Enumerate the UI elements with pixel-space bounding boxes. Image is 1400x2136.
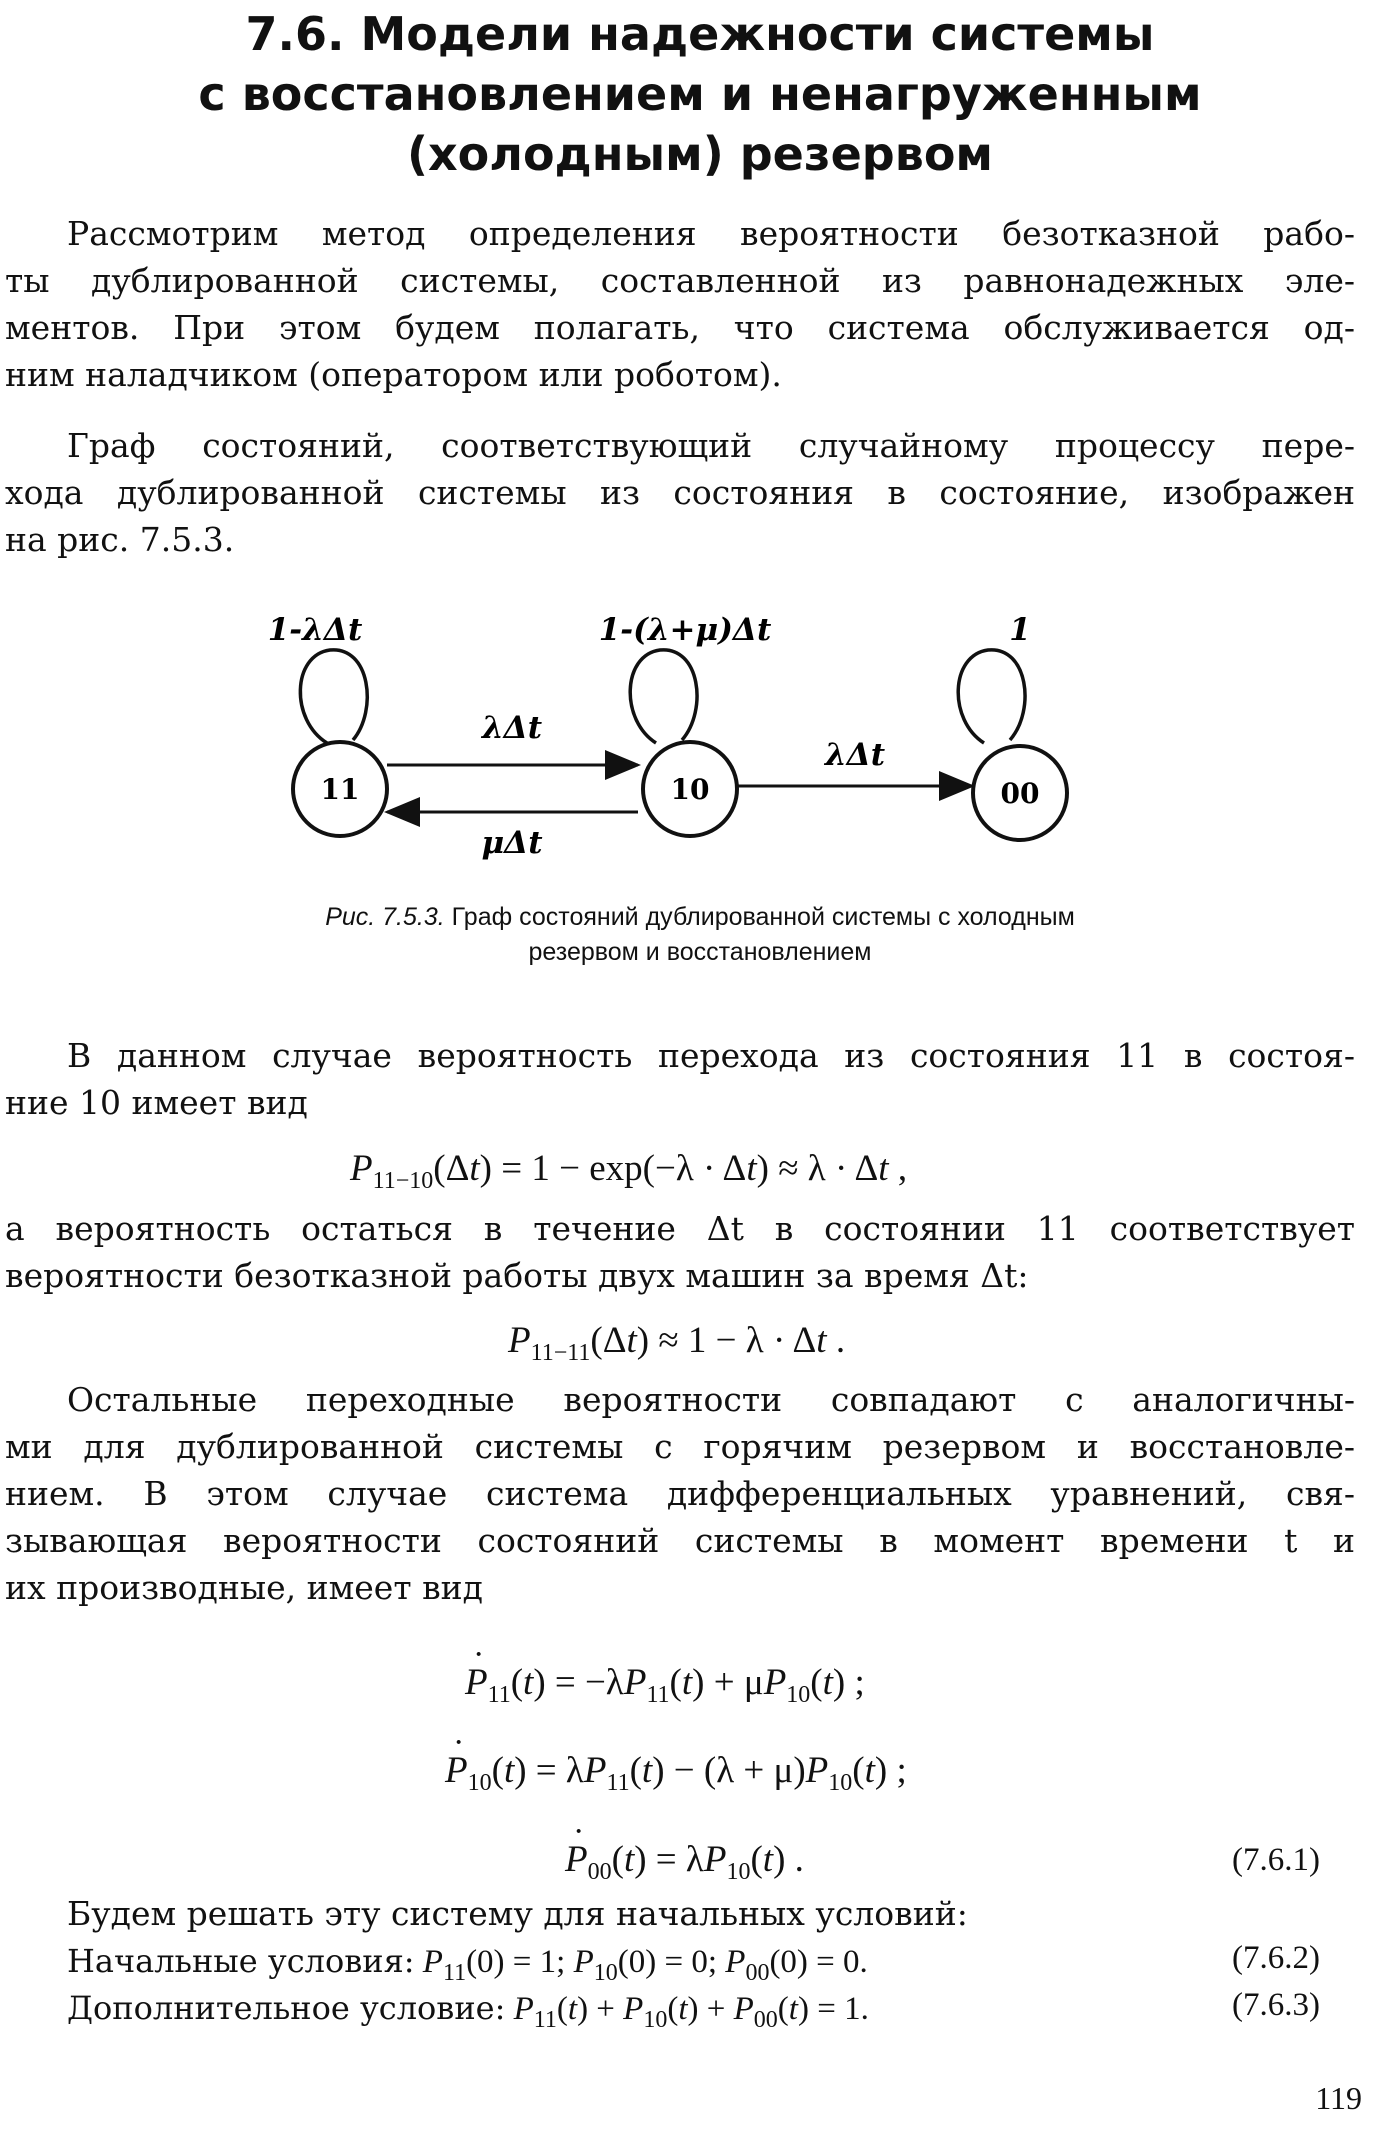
state-graph-figure: [250, 600, 1110, 890]
text-line: ние 10 имеет вид: [5, 1083, 308, 1122]
text-line: Будем решать эту систему для начальных условий:: [67, 1894, 968, 1933]
equation-p11-dot: · $P_{11}(t) = -\lambda P_{11}(t) + \mu P_{10}(t)$ ;: [465, 1660, 865, 1706]
loop-label-11: 1-λΔt: [267, 612, 363, 648]
text-line: а вероятность остаться в течение Δt в состоянии 11 соответствует: [5, 1209, 1355, 1248]
initial-conditions: Начальные условия: $P_{11}(0) = 1$; $P_{10}(0) = 0$; $P_{00}(0) = 0$.: [67, 1942, 868, 1986]
title-line: (холодным) резервом: [406, 127, 994, 181]
text-line: Граф состояний, соответствующий случайному процессу пере-: [67, 426, 1355, 465]
formula-p11-10: $P_{11-10}(\Delta t) = 1 - \exp(-\lambda \cdot \Delta t) \approx \lambda \cdot \Delta t$ ,: [350, 1148, 908, 1194]
paragraph-graph: [5, 422, 1355, 563]
text-line: ментов. При этом будем полагать, что система обслуживается од-: [5, 308, 1355, 347]
title-line: 7.6. Модели надежности системы: [245, 7, 1155, 61]
text-line: на рис. 7.5.3.: [5, 520, 235, 559]
formula-p11-11: $P_{11-11}(\Delta t) \approx 1 - \lambda \cdot \Delta t$ .: [508, 1320, 846, 1366]
caption-text: резервом и восстановлением: [528, 938, 872, 966]
additional-condition-label: Дополнительное условие:: [67, 1989, 506, 2027]
title-line: с восстановлением и ненагруженным: [198, 67, 1202, 121]
edge-label: λΔt: [824, 737, 886, 773]
caption-text: Граф состояний дублированной системы с холодным: [444, 903, 1075, 931]
equation-number: (7.6.2): [1232, 1940, 1320, 1976]
state-label: 10: [670, 773, 710, 806]
equation-p10-dot: · $P_{10}(t) = \lambda P_{11}(t) - (\lambda + \mu)P_{10}(t)$ ;: [445, 1748, 907, 1794]
text-line: Рассмотрим метод определения вероятности безотказной рабо-: [67, 214, 1355, 253]
text-line: В данном случае вероятность перехода из состояния 11 в состоя-: [67, 1036, 1355, 1075]
page-number: 119: [1315, 2080, 1362, 2116]
caption-label: Рис. 7.5.3.: [325, 903, 445, 931]
paragraph-transition: [5, 1032, 1355, 1126]
state-label: 11: [320, 773, 360, 806]
loop-label-10: 1-(λ+μ)Δt: [598, 612, 772, 648]
text-line: Остальные переходные вероятности совпадают с аналогичны-: [67, 1380, 1355, 1419]
text-line: ми для дублированной системы с горячим резервом и восстановле-: [5, 1427, 1355, 1466]
equation-number: (7.6.1): [1232, 1842, 1320, 1878]
equation-p00-dot: · $P_{00}(t) = \lambda P_{10}(t)$ .: [565, 1837, 804, 1883]
edge-label: μΔt: [481, 825, 543, 861]
paragraph-remain: [5, 1205, 1355, 1299]
text-line: ним наладчиком (оператором или роботом).: [5, 355, 782, 394]
loop-label-00: 1: [1009, 612, 1031, 648]
text-line: зывающая вероятности состояний системы в момент времени t и: [5, 1521, 1355, 1560]
text-line: нием. В этом случае система дифференциальных уравнений, свя-: [5, 1474, 1355, 1513]
text-line: вероятности безотказной работы двух машин за время Δt:: [5, 1256, 1029, 1295]
self-loop-10: [630, 650, 697, 743]
self-loop-00: [958, 650, 1025, 743]
edge-label: λΔt: [481, 710, 543, 746]
figure-caption: [140, 900, 1260, 970]
paragraph-method: [5, 210, 1355, 398]
paragraph-equations: [5, 1376, 1355, 1611]
initial-conditions-label: Начальные условия:: [67, 1942, 415, 1980]
self-loop-11: [300, 650, 367, 743]
equation-number: (7.6.3): [1232, 1987, 1320, 2023]
additional-condition: Дополнительное условие: $P_{11}(t) + P_{10}(t) + P_{00}(t) = 1$.: [67, 1989, 869, 2033]
text-line: хода дублированной системы из состояния в состояние, изображен: [5, 473, 1355, 512]
text-line: ты дублированной системы, составленной из равнонадежных эле-: [5, 261, 1355, 300]
text-line: их производные, имеет вид: [5, 1568, 483, 1607]
paragraph-conditions: [5, 1890, 1355, 1937]
section-title: [120, 4, 1280, 184]
state-label: 00: [1000, 777, 1040, 810]
